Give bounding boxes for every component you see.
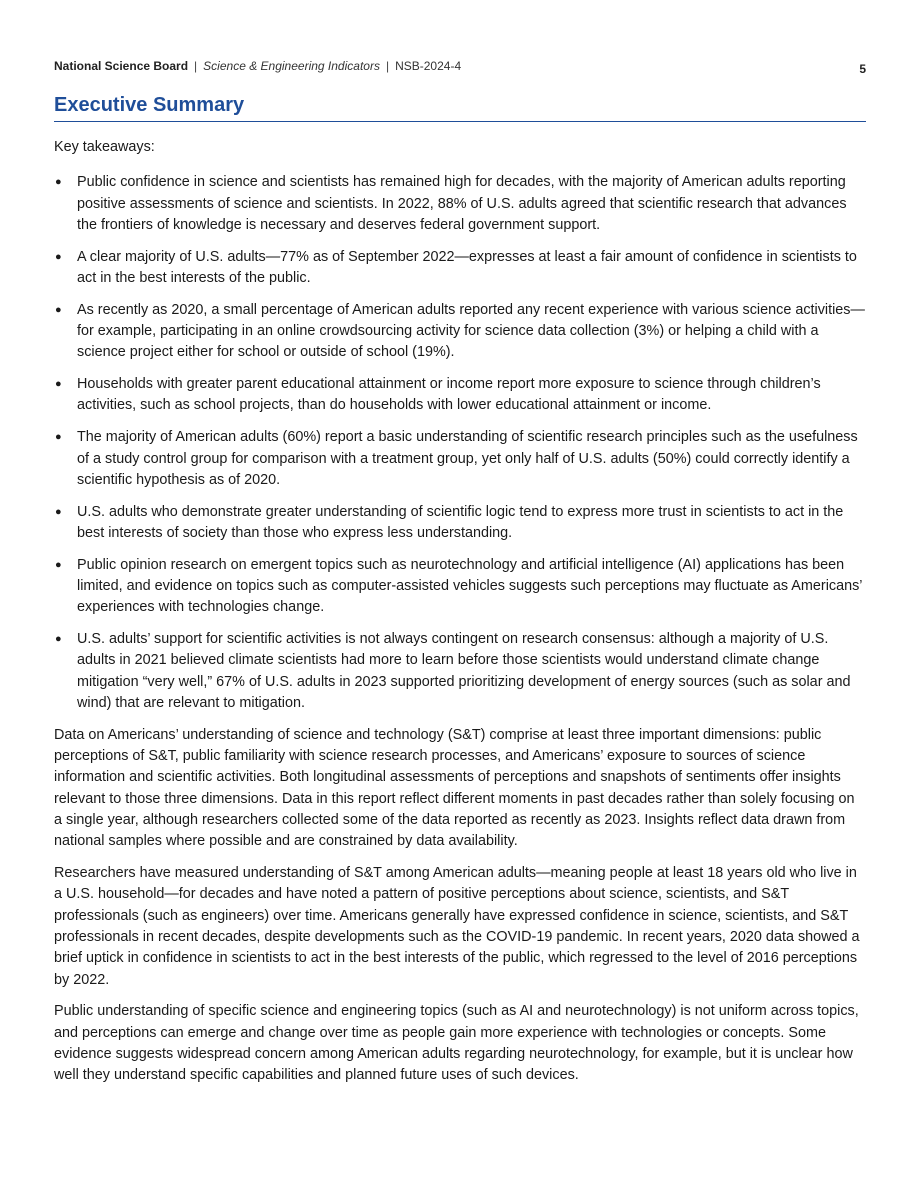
takeaway-text: U.S. adults’ support for scientific activities is not always contingent on research consensus: although a majority of U.S. adults in 2021 believed climate scientists had more to learn before those scientists would understand climate change mitigation “very well,” 67% of U.S. adults in 2023 supported prioritizing development of energy sources (such as solar and wind) that are relevant to mitigation.: [77, 631, 851, 712]
section-title: Executive Summary: [54, 94, 245, 116]
body-paragraph: Data on Americans’ understanding of science and technology (S&T) comprise at least three important dimensions: public perceptions of S&T, public familiarity with science research processes, and Americans’ exposure to sources of science information and scientific activities. Both longitudinal assessments of perceptions and snapshots of sentiments offer insights relevant to those three dimensions. Data in this report reflect different moments in past decades rather than solely focusing on a single year, although researchers collected some of the data reported as recently as 2023. Insights reflect data drawn from national samples where possible and are constrained by data availability.: [54, 726, 855, 850]
bullet-icon: ●: [55, 176, 62, 189]
bullet-icon: ●: [55, 303, 62, 316]
list-item: [54, 427, 866, 491]
takeaways-list: [54, 172, 866, 714]
list-item: [54, 247, 866, 290]
takeaway-text: U.S. adults who demonstrate greater understanding of scientific logic tend to express more trust in scientists to act in the best interests of society than those who express less understanding.: [77, 503, 844, 541]
running-header: [54, 59, 866, 73]
takeaway-text: Public confidence in science and scientists has remained high for decades, with the majority of American adults reporting positive assessments of science and scientists. In 2022, 88% of U.S. adults agreed that scientific research that advances the frontiers of knowledge is necessary and deserves federal government support.: [77, 174, 847, 233]
list-item: [54, 172, 866, 236]
list-item: [54, 502, 866, 545]
header-report-id: NSB-2024-4: [395, 59, 462, 73]
takeaway-text: As recently as 2020, a small percentage of American adults reported any recent experience with various science activities—for example, participating in an online crowdsourcing activity for science data collection (3%) or helping a child with a science project either for school or outside of school (19%).: [77, 301, 865, 361]
takeaways-intro: Key takeaways:: [54, 139, 155, 155]
list-item: [54, 629, 866, 714]
takeaway-text: Households with greater parent educational attainment or income report more exposure to science through children’s activities, such as school projects, than do households with lower educational attainment or income.: [77, 376, 821, 414]
takeaway-text: The majority of American adults (60%) report a basic understanding of scientific research principles such as the usefulness of a study control group for comparison with a treatment group, yet only half of U.S. adults (50%) could correctly identify a scientific hypothesis as of 2020.: [77, 429, 858, 488]
bullet-icon: ●: [55, 558, 62, 571]
main-content: [54, 137, 866, 1097]
list-item: [54, 374, 866, 417]
takeaway-text: A clear majority of U.S. adults—77% as of September 2022—expresses at least a fair amount of confidence in scientists to act in the best interests of the public.: [77, 248, 857, 286]
page-number: 5: [859, 62, 866, 76]
body-paragraph: Public understanding of specific science and engineering topics (such as AI and neurotechnology) is not uniform across topics, and perceptions can emerge and change over time as people gain more experience with technologies or concepts. Some evidence suggests widespread concern among American adults regarding neurotechnology, for example, but it is unclear how well they understand specific capabilities and planned future uses of such devices.: [54, 1003, 859, 1084]
header-publication: Science & Engineering Indicators: [203, 59, 380, 73]
takeaway-text: Public opinion research on emergent topics such as neurotechnology and artificial intelligence (AI) applications has been limited, and evidence on topics such as computer-assisted vehicles suggests such perceptions may fluctuate as Americans’ experiences with technologies change.: [77, 556, 862, 616]
bullet-icon: ●: [55, 378, 62, 391]
body-paragraph: Researchers have measured understanding of S&T among American adults—meaning people at least 18 years old who live in a U.S. household—for decades and have noted a pattern of positive perceptions about science, scientists, and S&T professionals (such as engineers) over time. Americans generally have expressed confidence in science, scientists, and S&T professionals in recent decades, despite developments such as the COVID-19 pandemic. In recent years, 2020 data showed a brief uptick in confidence in scientists to act in the best interests of the public, which regressed to the level of 2016 perceptions by 2022.: [54, 865, 860, 988]
bullet-icon: ●: [55, 633, 62, 646]
title-divider: [54, 121, 866, 122]
bullet-icon: ●: [55, 505, 62, 518]
header-separator: |: [385, 59, 390, 73]
bullet-icon: ●: [55, 431, 62, 444]
bullet-icon: ●: [55, 250, 62, 263]
header-organization: National Science Board: [54, 59, 189, 73]
list-item: [54, 555, 866, 619]
header-separator: |: [194, 59, 198, 73]
list-item: [54, 300, 866, 364]
